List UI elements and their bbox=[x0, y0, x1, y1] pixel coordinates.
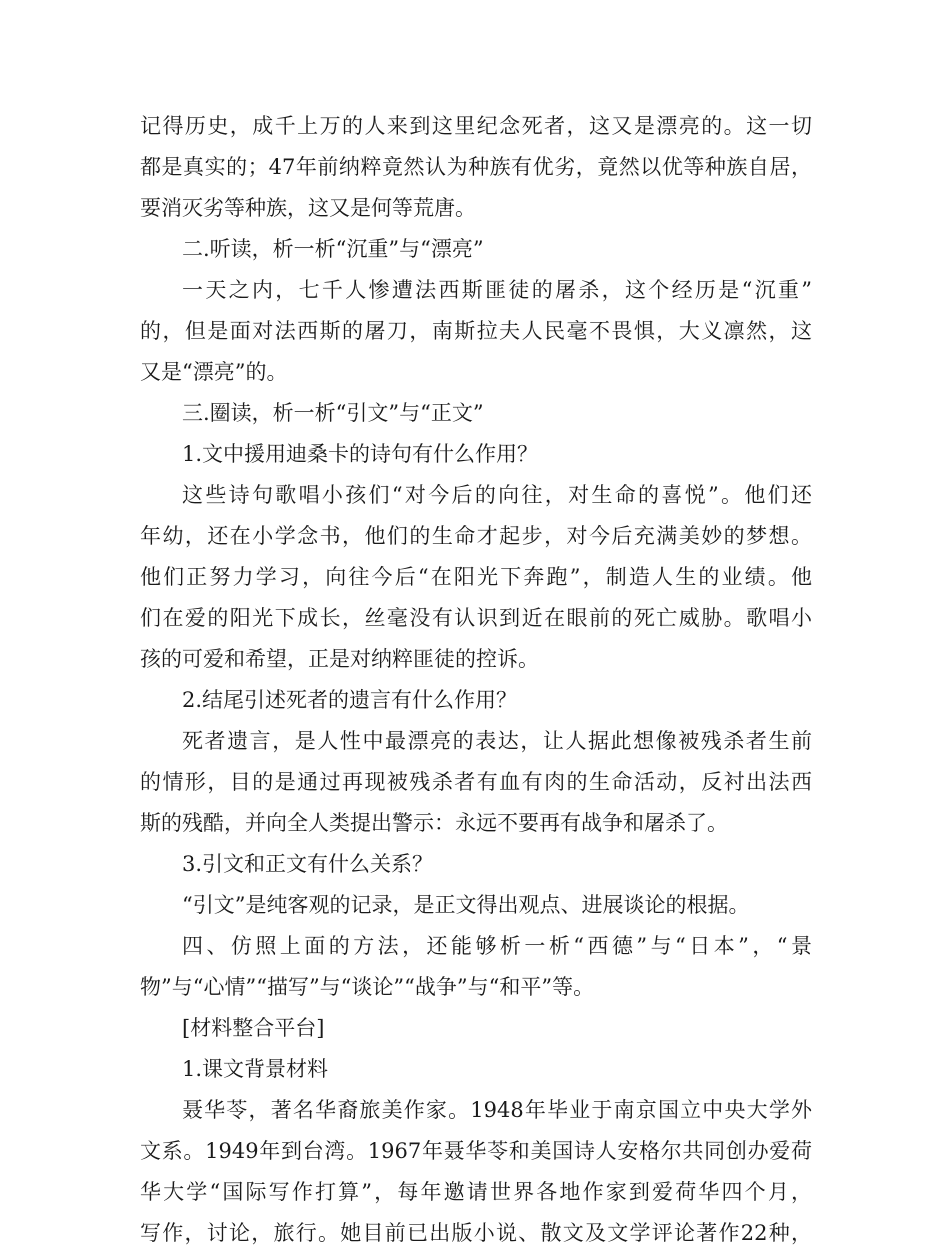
text-line: 物”与“心情”“描写”与“谈论”“战争”与“和平”等。 bbox=[140, 975, 595, 999]
text-line: 这些诗句歌唱小孩们“对今后的向往，对生命的喜悦”。他们还 bbox=[182, 483, 812, 507]
text-line: 华大学“国际写作打算”，每年邀请世界各地作家到爱荷华四个月， bbox=[140, 1180, 812, 1204]
text-line: 斯的残酷，并向全人类提出警示：永远不要再有战争和屠杀了。 bbox=[140, 811, 728, 835]
text-line: 3.引文和正文有什么关系？ bbox=[182, 852, 434, 876]
text-line: 文系。1949年到台湾。1967年聂华苓和美国诗人安格尔共同创办爱荷 bbox=[140, 1139, 812, 1163]
document-body bbox=[140, 106, 812, 1254]
text-line: 年幼，还在小学念书，他们的生命才起步，对今后充满美妙的梦想。 bbox=[140, 524, 812, 548]
text-line: 写作，讨论，旅行。她目前已出版小说、散文及文学评论著作22种， bbox=[140, 1221, 812, 1245]
text-line: 2.结尾引述死者的遗言有什么作用？ bbox=[182, 688, 518, 712]
text-line: 他们正努力学习，向往今后“在阳光下奔跑”，制造人生的业绩。他 bbox=[140, 565, 812, 589]
text-line: 都是真实的；47年前纳粹竟然认为种族有优劣，竟然以优等种族自居， bbox=[140, 155, 812, 179]
text-line: 二.听读，析一析“沉重”与“漂亮” bbox=[182, 237, 484, 261]
text-line: 们在爱的阳光下成长，丝毫没有认识到近在眼前的死亡威胁。歌唱小 bbox=[140, 606, 812, 630]
text-line: 四、仿照上面的方法，还能够析一析“西德”与“日本”，“景 bbox=[182, 934, 812, 958]
text-line: 的，但是面对法西斯的屠刀，南斯拉夫人民毫不畏惧，大义凛然，这 bbox=[140, 319, 812, 343]
text-line: 死者遗言，是人性中最漂亮的表达，让人据此想像被残杀者生前 bbox=[182, 729, 812, 753]
text-line: 聂华苓，著名华裔旅美作家。1948年毕业于南京国立中央大学外 bbox=[182, 1098, 812, 1122]
text-line: 三.圈读，析一析“引文”与“正文” bbox=[182, 401, 484, 425]
text-line: [材料整合平台] bbox=[182, 1016, 325, 1040]
text-line: 要消灭劣等种族，这又是何等荒唐。 bbox=[140, 196, 476, 220]
text-line: 的情形，目的是通过再现被残杀者有血有肉的生命活动，反衬出法西 bbox=[140, 770, 812, 794]
text-line: 孩的可爱和希望，正是对纳粹匪徒的控诉。 bbox=[140, 647, 539, 671]
text-line: 记得历史，成千上万的人来到这里纪念死者，这又是漂亮的。这一切 bbox=[140, 114, 812, 138]
text-line: 1.文中援用迪桑卡的诗句有什么作用？ bbox=[182, 442, 539, 466]
text-line: 又是“漂亮”的。 bbox=[140, 360, 288, 384]
text-line: 一天之内，七千人惨遭法西斯匪徒的屠杀，这个经历是“沉重” bbox=[182, 278, 812, 302]
text-line: 1.课文背景材料 bbox=[182, 1057, 329, 1081]
text-line: “引文”是纯客观的记录，是正文得出观点、进展谈论的根据。 bbox=[182, 893, 750, 917]
